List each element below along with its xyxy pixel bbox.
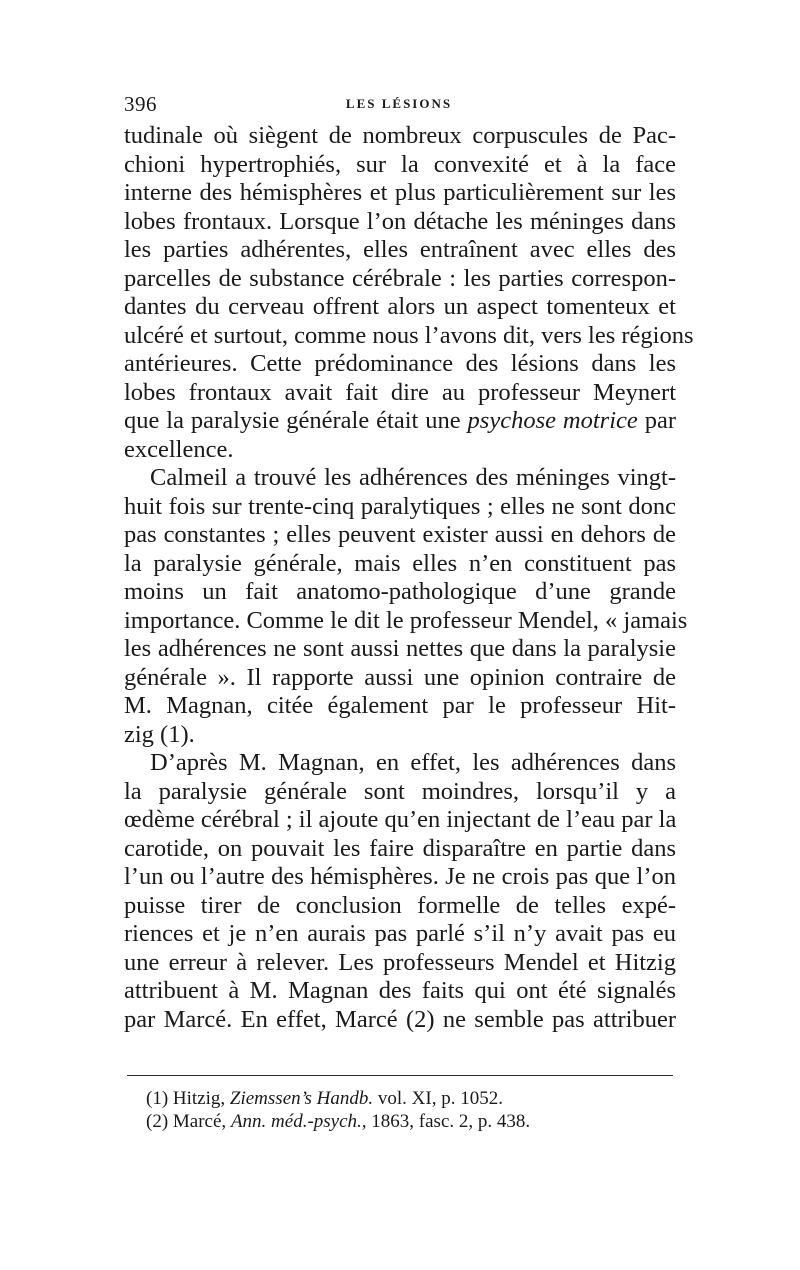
paragraph-end-line: excellence.	[124, 435, 234, 463]
text-line: interne des hémisphères et plus particulièrement sur les	[124, 179, 676, 206]
text-line: puisse tirer de conclusion formelle de telles expé-	[124, 891, 676, 919]
text-line: les parties adhérentes, elles entraînent avec elles des	[124, 236, 676, 263]
paragraph-end-line: zig (1).	[124, 720, 195, 748]
text-line: générale ». Il rapporte aussi une opinion contraire de	[124, 663, 676, 691]
paragraph-start-line: D’après M. Magnan, en effet, les adhérences dans	[150, 749, 676, 776]
footnote-divider	[127, 1075, 673, 1076]
text-line: chioni hypertrophiés, sur la convexité et à la face	[124, 150, 676, 178]
text-line: lobes frontaux avait fait dire au professeur Meynert	[124, 378, 676, 406]
page-header	[124, 92, 674, 116]
text-line: carotide, on pouvait les faire disparaître en partie dans	[124, 834, 676, 862]
footnote-2	[146, 1110, 666, 1133]
paragraph-start-line: Calmeil a trouvé les adhérences des méninges vingt-	[150, 464, 676, 491]
footnotes	[146, 1087, 666, 1133]
page-number: 396	[124, 92, 157, 116]
text-run: que la paralysie générale était une	[124, 407, 468, 434]
text-line: par Marcé. En effet, Marcé (2) ne semble pas attribuer	[124, 1005, 676, 1033]
running-head: LES LÉSIONS	[345, 96, 453, 111]
text-line: dantes du cerveau offrent alors un aspect tomenteux et	[124, 293, 676, 320]
text-line: l’un ou l’autre des hémisphères. Je ne crois pas que l’on	[124, 863, 676, 890]
text-line: une erreur à relever. Les professeurs Mendel et Hitzig	[124, 948, 676, 976]
text-line: parcelles de substance cérébrale : les parties correspon-	[124, 264, 676, 292]
text-line: ulcéré et surtout, comme nous l’avons dit, vers les régions	[124, 321, 694, 349]
text-line: antérieures. Cette prédominance des lésions dans les	[124, 350, 676, 377]
text-line: la paralysie générale sont moindres, lorsqu’il y a	[124, 777, 676, 805]
text-line: la paralysie générale, mais elles n’en constituent pas	[124, 549, 676, 577]
text-line	[124, 407, 676, 436]
text-line: les adhérences ne sont aussi nettes que dans la paralysie	[124, 635, 676, 662]
footnote-text: vol. XI, p. 1052.	[373, 1088, 503, 1109]
footnote-source-title: Ann. méd.-psych.	[230, 1111, 362, 1132]
body-text	[124, 122, 694, 1034]
footnote-1	[146, 1087, 666, 1110]
text-line: tudinale où siègent de nombreux corpuscules de Pac-	[124, 122, 676, 149]
footnote-text: (1) Hitzig,	[146, 1088, 230, 1109]
text-line: huit fois sur trente-cinq paralytiques ; elles ne sont donc	[124, 492, 676, 520]
text-line: œdème cérébral ; il ajoute qu’en injectant de l’eau par la	[124, 806, 677, 833]
italic-term: psychose motrice	[467, 407, 638, 434]
text-line: moins un fait anatomo-pathologique d’une grande	[124, 578, 676, 605]
text-line: attribuent à M. Magnan des faits qui ont été signalés	[124, 977, 676, 1004]
text-run: par	[637, 407, 676, 434]
text-line: riences et je n’en aurais pas parlé s’il n’y avait pas eu	[124, 920, 676, 947]
text-line: M. Magnan, citée également par le professeur Hit-	[124, 692, 676, 719]
text-line: lobes frontaux. Lorsque l’on détache les méninges dans	[124, 207, 676, 235]
footnote-text: (2) Marcé,	[146, 1111, 231, 1132]
footnote-text: , 1863, fasc. 2, p. 438.	[361, 1111, 531, 1132]
text-line: pas constantes ; elles peuvent exister aussi en dehors de	[124, 521, 676, 548]
text-line: importance. Comme le dit le professeur Mendel, « jamais	[124, 606, 688, 634]
footnote-source-title: Ziemssen’s Handb.	[229, 1088, 374, 1109]
